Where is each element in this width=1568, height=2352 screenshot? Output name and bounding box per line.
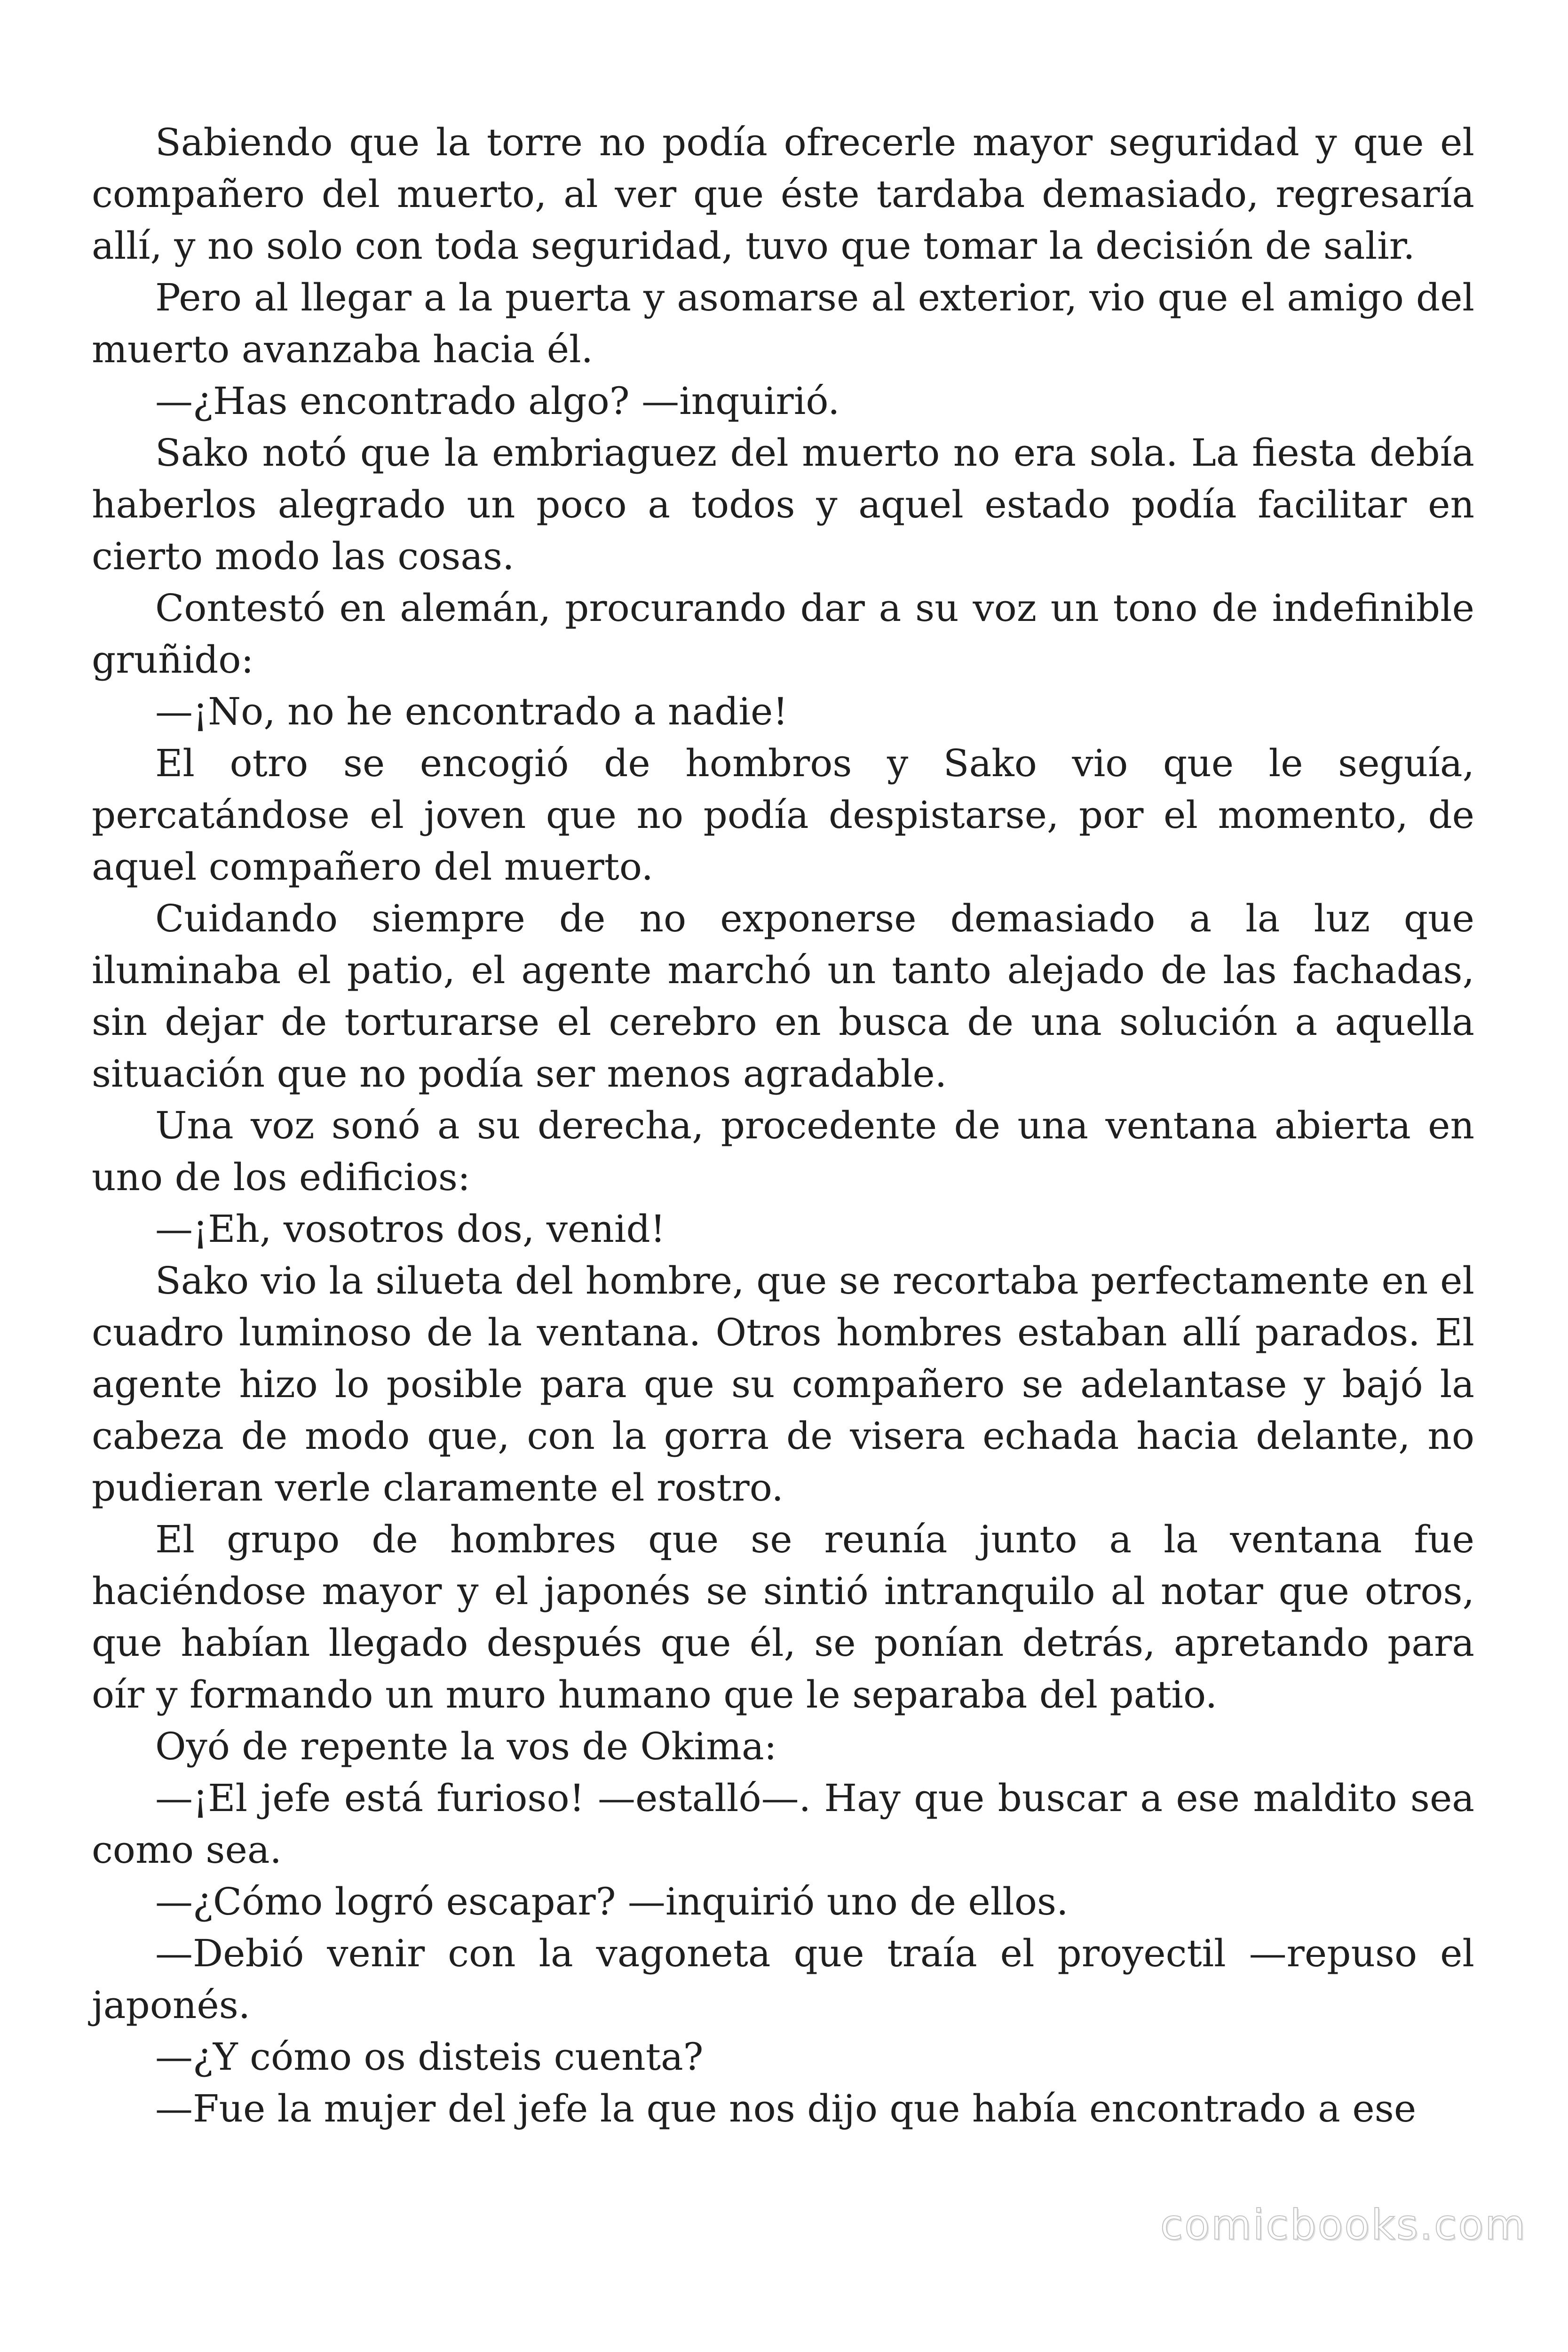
paragraph-1: Sabiendo que la torre no podía ofrecerle mayor seguridad y que el compañero del muerto, al ver que éste tardaba demasiado, regresaría allí, y no solo con toda seguridad, tuvo que tomar la decisión de salir. (92, 120, 1474, 268)
page-body (92, 117, 1474, 2135)
watermark: comicbooks.com (1160, 2201, 1527, 2249)
paragraph-11: Sako vio la silueta del hombre, que se recortaba perfectamente en el cuadro luminoso de la ventana. Otros hombres estaban allí parados. El agente hizo lo posible para que su compañero se adelantase y bajó la cabeza de modo que, con la gorra de visera echada hacia delante, no pudieran verle claramente el rostro. (92, 1259, 1474, 1510)
paragraph-8: Cuidando siempre de no exponerse demasiado a la luz que iluminaba el patio, el agente marchó un tanto alejado de las fachadas, sin dejar de torturarse el cerebro en busca de una solución a aquella situación que no podía ser menos agradable. (92, 897, 1474, 1096)
paragraph-4: Sako notó que la embriaguez del muerto no era sola. La fiesta debía haberlos alegrado un poco a todos y aquel estado podía facilitar en cierto modo las cosas. (92, 431, 1474, 578)
paragraph-9: Una voz sonó a su derecha, procedente de una ventana abierta en uno de los edificios: (92, 1104, 1474, 1199)
paragraph-3: —¿Has encontrado algo? —inquirió. (155, 379, 840, 423)
paragraph-13: Oyó de repente la vos de Okima: (155, 1724, 777, 1768)
paragraph-16: —Debió venir con la vagoneta que traía el proyectil —repuso el japonés. (92, 1931, 1474, 2027)
paragraph-10: —¡Eh, vosotros dos, venid! (155, 1207, 665, 1251)
paragraph-6: —¡No, no he encontrado a nadie! (155, 690, 788, 733)
paragraph-7: El otro se encogió de hombros y Sako vio que le seguía, percatándose el joven que no podía despistarse, por el momento, de aquel compañero del muerto. (92, 741, 1474, 889)
paragraph-5: Contestó en alemán, procurando dar a su voz un tono de indefinible gruñido: (92, 586, 1474, 682)
paragraph-2: Pero al llegar a la puerta y asomarse al exterior, vio que el amigo del muerto avanzaba hacia él. (92, 276, 1474, 371)
paragraph-15: —¿Cómo logró escapar? —inquirió uno de ellos. (155, 1880, 1069, 1923)
paragraph-12: El grupo de hombres que se reunía junto a la ventana fue haciéndose mayor y el japonés se sintió intranquilo al notar que otros, que habían llegado después que él, se ponían detrás, apretando para oír y formando un muro humano que le separaba del patio. (92, 1518, 1474, 1716)
paragraph-18: —Fue la mujer del jefe la que nos dijo que había encontrado a ese (155, 2087, 1417, 2130)
paragraph-17: —¿Y cómo os disteis cuenta? (155, 2035, 704, 2079)
paragraph-14: —¡El jefe está furioso! —estalló—. Hay que buscar a ese maldito sea como sea. (92, 1776, 1474, 1872)
